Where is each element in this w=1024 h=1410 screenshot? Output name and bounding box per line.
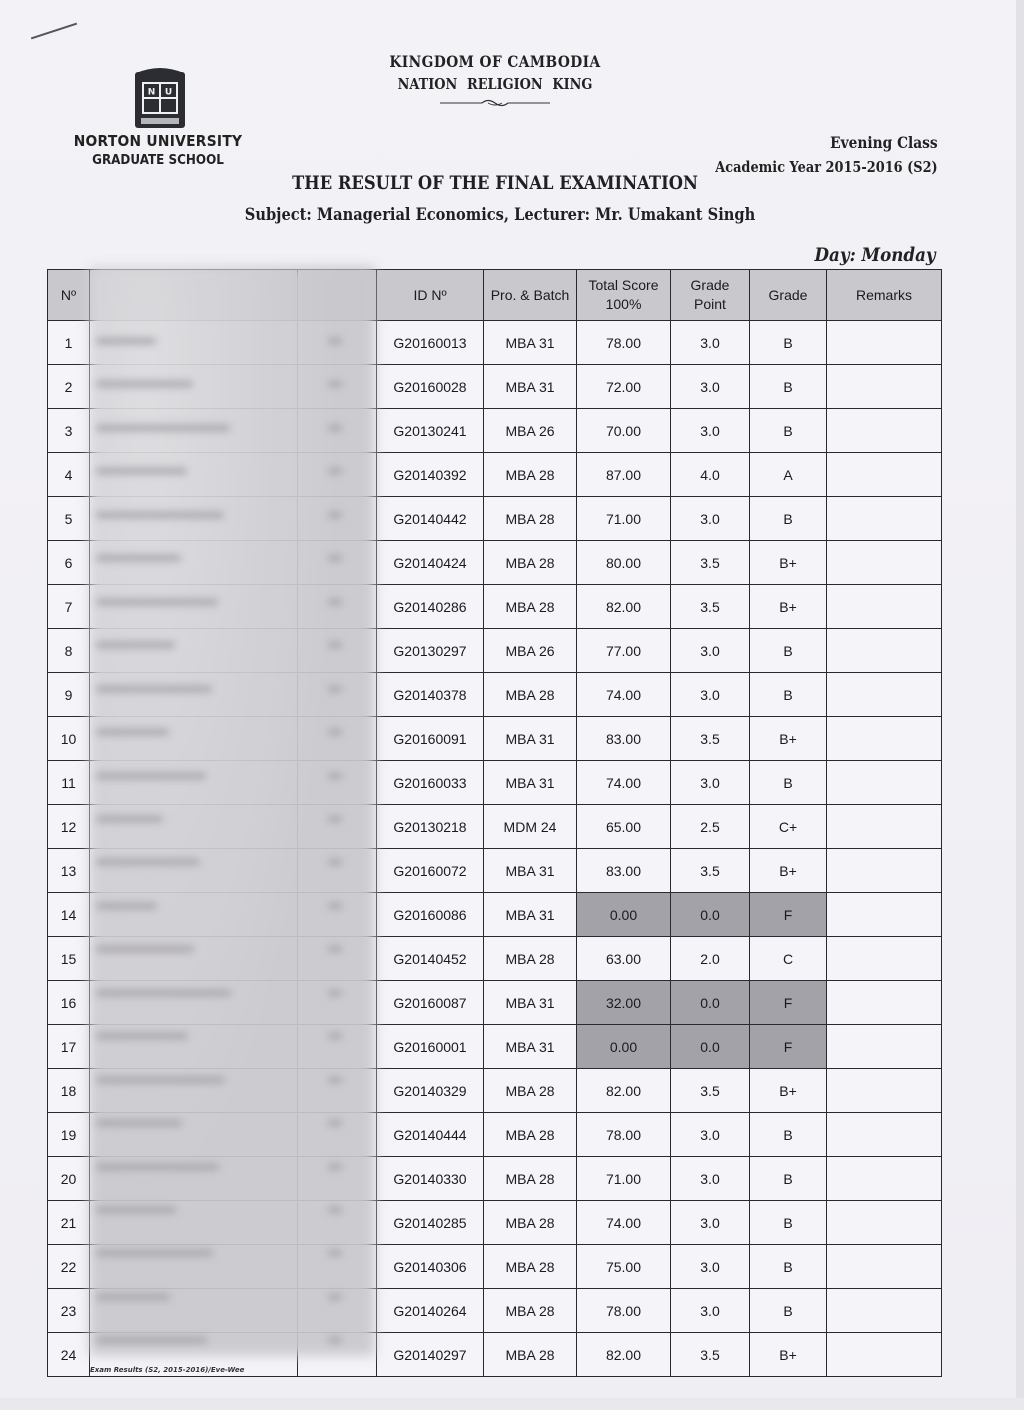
- student-id: G20140424: [377, 541, 484, 585]
- program-batch: MBA 26: [484, 629, 577, 673]
- grade: B: [750, 1113, 827, 1157]
- student-id: G20140392: [377, 453, 484, 497]
- redacted-sex-trace: [328, 599, 342, 605]
- logo-text: N: [147, 87, 156, 98]
- class-info: [679, 133, 938, 176]
- document-title: THE RESULT OF THE FINAL EXAMINATION: [292, 172, 698, 194]
- remarks-cell: [827, 409, 942, 453]
- remarks-cell: [827, 761, 942, 805]
- grade: B+: [750, 849, 827, 893]
- remarks-cell: [827, 717, 942, 761]
- grade-point: 3.5: [671, 585, 750, 629]
- row-number: 17: [48, 1025, 90, 1069]
- total-score: 71.00: [577, 1157, 671, 1201]
- kingdom-text: KINGDOM OF CAMBODIA: [389, 52, 601, 71]
- student-id: G20140306: [377, 1245, 484, 1289]
- total-score: 82.00: [577, 1069, 671, 1113]
- university-block: [58, 132, 258, 168]
- student-id: G20140297: [377, 1333, 484, 1377]
- student-id: G20160028: [377, 365, 484, 409]
- grade-point: 2.5: [671, 805, 750, 849]
- redacted-name-trace: [96, 686, 212, 692]
- redacted-sex-trace: [328, 1207, 342, 1213]
- grade-point: 3.0: [671, 1113, 750, 1157]
- grade-point: 3.0: [671, 1201, 750, 1245]
- redacted-name-trace: [96, 555, 181, 561]
- remarks-cell: [827, 805, 942, 849]
- grade: B: [750, 409, 827, 453]
- redacted-sex-trace: [328, 990, 342, 996]
- redacted-sex-trace: [328, 816, 342, 822]
- student-id: G20140329: [377, 1069, 484, 1113]
- grade: B+: [750, 717, 827, 761]
- col-header-grade: Grade: [750, 270, 827, 321]
- program-batch: MBA 31: [484, 321, 577, 365]
- grade-point: 3.0: [671, 673, 750, 717]
- row-number: 15: [48, 937, 90, 981]
- total-score: 77.00: [577, 629, 671, 673]
- program-batch: MBA 28: [484, 541, 577, 585]
- redacted-name-trace: [96, 1337, 207, 1343]
- redacted-name-trace: [96, 773, 206, 779]
- grade-point: 2.0: [671, 937, 750, 981]
- student-id: G20160086: [377, 893, 484, 937]
- grade: F: [750, 981, 827, 1025]
- redacted-name-trace: [96, 1033, 188, 1039]
- row-number: 16: [48, 981, 90, 1025]
- grade: B: [750, 1157, 827, 1201]
- program-batch: MBA 28: [484, 497, 577, 541]
- redacted-sex-trace: [328, 773, 342, 779]
- grade-point: 3.0: [671, 1245, 750, 1289]
- grade-point: 4.0: [671, 453, 750, 497]
- row-number: 6: [48, 541, 90, 585]
- col-header-batch: Pro. & Batch: [484, 270, 577, 321]
- redacted-sex-trace: [328, 555, 342, 561]
- row-number: 10: [48, 717, 90, 761]
- program-batch: MBA 31: [484, 893, 577, 937]
- grade-point: 3.5: [671, 1333, 750, 1377]
- grade-point: 3.0: [671, 761, 750, 805]
- grade-point: 3.5: [671, 717, 750, 761]
- grade: B: [750, 1201, 827, 1245]
- redacted-sex-trace: [328, 425, 342, 431]
- redacted-name-trace: [96, 1120, 182, 1126]
- pen-mark: [31, 23, 77, 40]
- grade: B+: [750, 1069, 827, 1113]
- total-score: 83.00: [577, 717, 671, 761]
- row-number: 7: [48, 585, 90, 629]
- redacted-name-trace: [96, 642, 175, 648]
- col-header-no: Nº: [48, 270, 90, 321]
- total-score: 78.00: [577, 1113, 671, 1157]
- student-id: G20160087: [377, 981, 484, 1025]
- program-batch: MBA 28: [484, 1289, 577, 1333]
- remarks-cell: [827, 585, 942, 629]
- student-id: G20140452: [377, 937, 484, 981]
- day-label: Day: Monday: [814, 244, 936, 266]
- grade: B: [750, 629, 827, 673]
- total-score: 82.00: [577, 1333, 671, 1377]
- page-bottom-edge: [0, 1398, 1024, 1410]
- redacted-name-trace: [96, 990, 231, 996]
- subject-line: Subject: Managerial Economics, Lecturer: Mr. Umakant Singh: [244, 205, 756, 225]
- program-batch: MBA 28: [484, 1333, 577, 1377]
- program-batch: MBA 31: [484, 849, 577, 893]
- grade: B: [750, 1245, 827, 1289]
- redacted-name-trace: [96, 1207, 176, 1213]
- row-number: 23: [48, 1289, 90, 1333]
- program-batch: MBA 31: [484, 365, 577, 409]
- redacted-name-trace: [96, 816, 163, 822]
- grade-point: 3.0: [671, 497, 750, 541]
- redacted-name-trace: [96, 729, 169, 735]
- total-score: 75.00: [577, 1245, 671, 1289]
- total-score: 83.00: [577, 849, 671, 893]
- program-batch: MBA 31: [484, 981, 577, 1025]
- grade-point: 0.0: [671, 893, 750, 937]
- grade: B: [750, 673, 827, 717]
- total-score: 82.00: [577, 585, 671, 629]
- row-number: 8: [48, 629, 90, 673]
- grade: A: [750, 453, 827, 497]
- grade-point: 3.0: [671, 1157, 750, 1201]
- redacted-sex-trace: [328, 729, 342, 735]
- student-id: G20140442: [377, 497, 484, 541]
- redacted-name-trace: [96, 859, 200, 865]
- student-id: G20140264: [377, 1289, 484, 1333]
- grade-point: 3.0: [671, 629, 750, 673]
- program-batch: MBA 26: [484, 409, 577, 453]
- redacted-sex-trace: [328, 1033, 342, 1039]
- redacted-name-trace: [96, 946, 194, 952]
- row-number: 2: [48, 365, 90, 409]
- redacted-sex-trace: [328, 338, 342, 344]
- redacted-name-trace: [96, 1294, 170, 1300]
- redacted-sex-trace: [328, 381, 342, 387]
- program-batch: MBA 28: [484, 585, 577, 629]
- redacted-name-trace: [96, 338, 156, 344]
- grade: B+: [750, 1333, 827, 1377]
- student-id: G20160001: [377, 1025, 484, 1069]
- row-number: 11: [48, 761, 90, 805]
- university-logo: [133, 66, 187, 132]
- redacted-name-trace: [96, 1164, 219, 1170]
- student-id: G20160033: [377, 761, 484, 805]
- program-batch: MBA 28: [484, 1113, 577, 1157]
- remarks-cell: [827, 1333, 942, 1377]
- redacted-sex-trace: [328, 686, 342, 692]
- motto-text: NATION RELIGION KING: [397, 75, 593, 93]
- student-id: G20130218: [377, 805, 484, 849]
- redacted-sex-trace: [328, 1294, 342, 1300]
- student-id: G20140444: [377, 1113, 484, 1157]
- total-score: 70.00: [577, 409, 671, 453]
- grade: F: [750, 1025, 827, 1069]
- student-id: G20130297: [377, 629, 484, 673]
- class-type: Evening Class: [830, 133, 938, 152]
- academic-year: Academic Year 2015-2016 (S2): [715, 158, 938, 176]
- redacted-name-trace: [96, 512, 224, 518]
- grade: B+: [750, 585, 827, 629]
- row-number: 18: [48, 1069, 90, 1113]
- grade: B: [750, 761, 827, 805]
- grade-point: 3.0: [671, 365, 750, 409]
- row-number: 3: [48, 409, 90, 453]
- total-score: 74.00: [577, 1201, 671, 1245]
- redacted-sex-trace: [328, 1164, 342, 1170]
- redacted-sex-trace: [328, 642, 342, 648]
- student-id: G20140285: [377, 1201, 484, 1245]
- total-score: 0.00: [577, 893, 671, 937]
- program-batch: MBA 28: [484, 453, 577, 497]
- footer-note: Exam Results (S2, 2015-2016)/Eve-Wee: [90, 1366, 245, 1374]
- total-score: 87.00: [577, 453, 671, 497]
- remarks-cell: [827, 453, 942, 497]
- col-header-remarks: Remarks: [827, 270, 942, 321]
- program-batch: MBA 28: [484, 937, 577, 981]
- total-score: 80.00: [577, 541, 671, 585]
- redacted-name-trace: [96, 381, 193, 387]
- remarks-cell: [827, 629, 942, 673]
- grade-point: 3.5: [671, 541, 750, 585]
- grade: C+: [750, 805, 827, 849]
- grade-point: 3.0: [671, 321, 750, 365]
- student-id: G20130241: [377, 409, 484, 453]
- row-number: 9: [48, 673, 90, 717]
- grade-point: 0.0: [671, 981, 750, 1025]
- remarks-cell: [827, 673, 942, 717]
- page-edge: [1016, 0, 1024, 1410]
- redacted-name-trace: [96, 903, 157, 909]
- grade: F: [750, 893, 827, 937]
- program-batch: MBA 31: [484, 761, 577, 805]
- col-header-total-score: Total Score 100%: [577, 270, 671, 321]
- student-id: G20140378: [377, 673, 484, 717]
- student-id: G20160091: [377, 717, 484, 761]
- remarks-cell: [827, 1289, 942, 1333]
- row-number: 14: [48, 893, 90, 937]
- remarks-cell: [827, 1201, 942, 1245]
- row-number: 4: [48, 453, 90, 497]
- remarks-cell: [827, 497, 942, 541]
- grade: B: [750, 321, 827, 365]
- grade-point: 3.5: [671, 1069, 750, 1113]
- total-score: 72.00: [577, 365, 671, 409]
- redacted-name-trace: [96, 1077, 225, 1083]
- remarks-cell: [827, 321, 942, 365]
- redacted-sex-trace: [328, 1120, 342, 1126]
- svg-text:U: U: [164, 87, 173, 98]
- remarks-cell: [827, 893, 942, 937]
- program-batch: MBA 28: [484, 1245, 577, 1289]
- redacted-sex-trace: [328, 859, 342, 865]
- row-number: 20: [48, 1157, 90, 1201]
- row-number: 24: [48, 1333, 90, 1377]
- remarks-cell: [827, 981, 942, 1025]
- redacted-sex-trace: [328, 1077, 342, 1083]
- grade: B: [750, 497, 827, 541]
- redacted-sex-trace: [328, 1250, 342, 1256]
- ornament-divider-icon: [440, 98, 550, 108]
- total-score: 74.00: [577, 673, 671, 717]
- grade: B: [750, 365, 827, 409]
- program-batch: MBA 28: [484, 673, 577, 717]
- total-score: 65.00: [577, 805, 671, 849]
- remarks-cell: [827, 937, 942, 981]
- grade: B: [750, 1289, 827, 1333]
- total-score: 0.00: [577, 1025, 671, 1069]
- col-header-grade-point: Grade Point: [671, 270, 750, 321]
- row-number: 22: [48, 1245, 90, 1289]
- program-batch: MBA 31: [484, 717, 577, 761]
- total-score: 71.00: [577, 497, 671, 541]
- student-id: G20140286: [377, 585, 484, 629]
- program-batch: MBA 28: [484, 1069, 577, 1113]
- school-name: GRADUATE SCHOOL: [92, 153, 224, 168]
- redacted-sex-trace: [328, 903, 342, 909]
- redacted-sex-trace: [328, 946, 342, 952]
- university-name: NORTON UNIVERSITY: [73, 132, 243, 150]
- col-header-id: ID Nº: [377, 270, 484, 321]
- redacted-name-trace: [96, 425, 230, 431]
- redacted-name-trace: [96, 468, 187, 474]
- redacted-sex-trace: [328, 1337, 342, 1343]
- row-number: 1: [48, 321, 90, 365]
- total-score: 78.00: [577, 1289, 671, 1333]
- program-batch: MDM 24: [484, 805, 577, 849]
- row-number: 12: [48, 805, 90, 849]
- remarks-cell: [827, 541, 942, 585]
- remarks-cell: [827, 1245, 942, 1289]
- redacted-sex-trace: [328, 512, 342, 518]
- remarks-cell: [827, 365, 942, 409]
- redacted-sex-trace: [328, 468, 342, 474]
- remarks-cell: [827, 1069, 942, 1113]
- grade-point: 3.0: [671, 1289, 750, 1333]
- redacted-name-trace: [96, 599, 218, 605]
- remarks-cell: [827, 1113, 942, 1157]
- total-score: 32.00: [577, 981, 671, 1025]
- student-id: G20140330: [377, 1157, 484, 1201]
- redacted-name-trace: [96, 1250, 213, 1256]
- student-id: G20160013: [377, 321, 484, 365]
- grade: B+: [750, 541, 827, 585]
- total-score: 74.00: [577, 761, 671, 805]
- row-number: 13: [48, 849, 90, 893]
- program-batch: MBA 28: [484, 1201, 577, 1245]
- program-batch: MBA 31: [484, 1025, 577, 1069]
- grade-point: 3.5: [671, 849, 750, 893]
- grade-point: 0.0: [671, 1025, 750, 1069]
- national-header: [330, 52, 660, 112]
- grade: C: [750, 937, 827, 981]
- grade-point: 3.0: [671, 409, 750, 453]
- row-number: 21: [48, 1201, 90, 1245]
- total-score: 63.00: [577, 937, 671, 981]
- remarks-cell: [827, 1025, 942, 1069]
- row-number: 19: [48, 1113, 90, 1157]
- student-id: G20160072: [377, 849, 484, 893]
- program-batch: MBA 28: [484, 1157, 577, 1201]
- row-number: 5: [48, 497, 90, 541]
- remarks-cell: [827, 1157, 942, 1201]
- total-score: 78.00: [577, 321, 671, 365]
- remarks-cell: [827, 849, 942, 893]
